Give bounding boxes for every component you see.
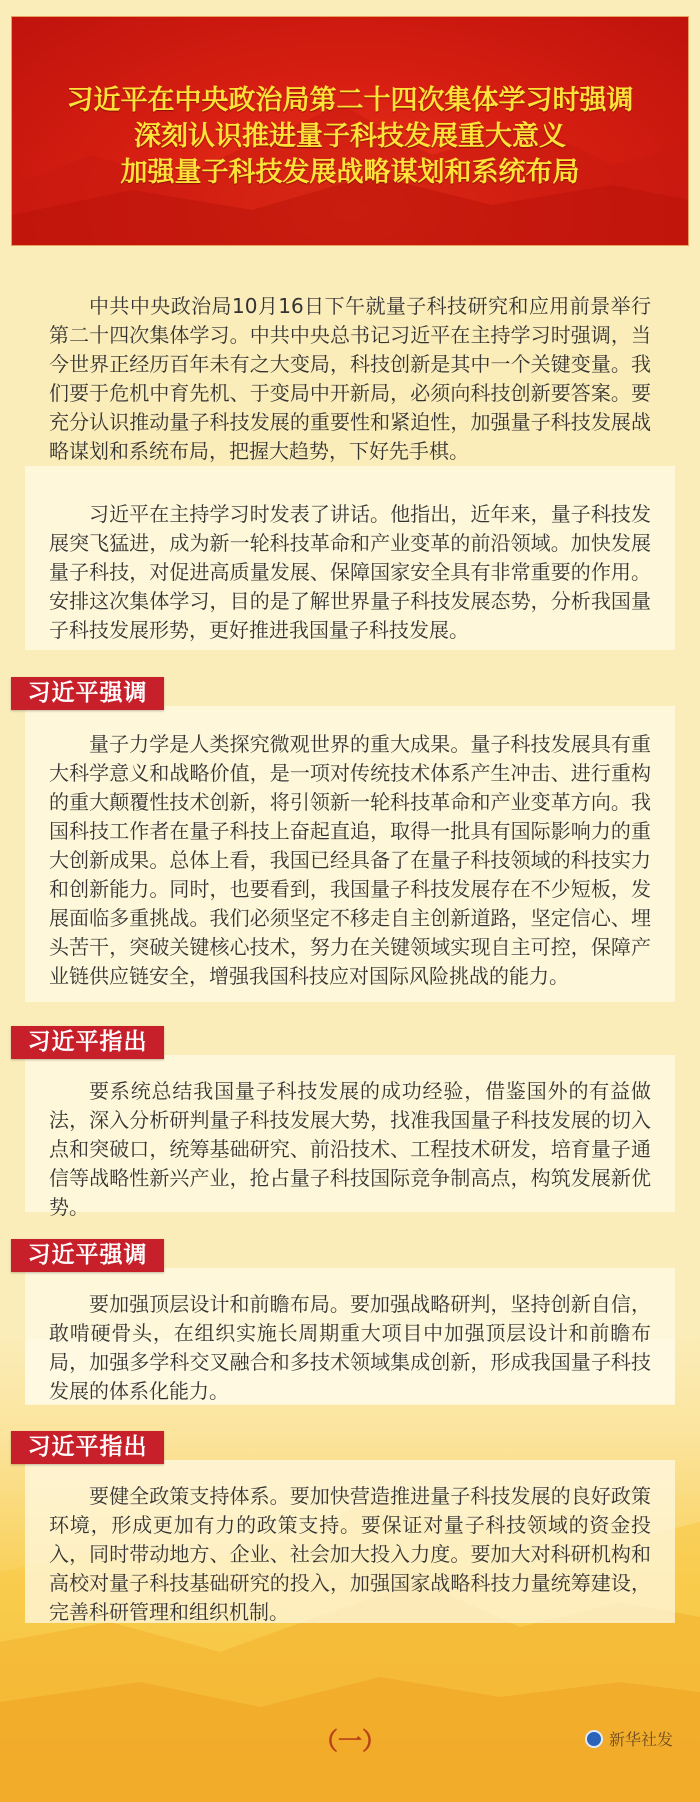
section-box <box>25 1268 675 1404</box>
speech-summary-box <box>25 466 675 650</box>
page-title <box>12 83 688 191</box>
section-box <box>25 1460 675 1623</box>
section-text: 要加强顶层设计和前瞻布局。要加强战略研判，坚持创新自信，敢啃硬骨头，在组织实施长周期重大项目中加强顶层设计和前瞻布局，加强多学科交叉融合和多技术领域集成创新，形成我国量子科技发展的体系化能力。 <box>49 1292 651 1403</box>
xinhua-logo-icon <box>585 1730 603 1748</box>
section-text: 要系统总结我国量子科技发展的成功经验，借鉴国外的有益做法，深入分析研判量子科技发展大势，找准我国量子科技发展的切入点和突破口，统筹基础研究、前沿技术、工程技术研发，培育量子通信等战略性新兴产业，抢占量子科技国际竞争制高点，构筑发展新优势。 <box>49 1079 651 1219</box>
section-label: 习近平指出 <box>11 1026 164 1059</box>
title-line: 习近平在中央政治局第二十四次集体学习时强调 <box>66 85 634 116</box>
section-box <box>25 706 675 1002</box>
section-label: 习近平指出 <box>11 1431 164 1464</box>
title-banner <box>11 16 689 246</box>
title-line: 深刻认识推进量子科技发展重大意义 <box>134 121 566 152</box>
source-credit <box>585 1727 673 1750</box>
section-text: 要健全政策支持体系。要加快营造推进量子科技发展的良好政策环境，形成更加有力的政策支持。要保证对量子科技领域的资金投入，同时带动地方、企业、社会加大投入力度。要加大对科研机构和高校对量子科技基础研究的投入，加强国家战略科技力量统筹建设，完善科研管理和组织机制。 <box>49 1484 651 1624</box>
page-number: （一） <box>314 1727 386 1755</box>
title-line: 加强量子科技发展战略谋划和系统布局 <box>120 157 580 188</box>
section-label: 习近平强调 <box>11 677 164 710</box>
section-box <box>25 1055 675 1219</box>
speech-paragraph: 习近平在主持学习时发表了讲话。他指出，近年来，量子科技发展突飞猛进，成为新一轮科技革命和产业变革的前沿领域。加快发展量子科技，对促进高质量发展、保障国家安全具有非常重要的作用。安排这次集体学习，目的是了解世界量子科技发展态势，分析我国量子科技发展形势，更好推进我国量子科技发展。 <box>49 502 651 642</box>
intro-paragraph-block <box>25 292 675 466</box>
source-text: 新华社发 <box>609 1730 674 1749</box>
section-label: 习近平强调 <box>11 1239 164 1272</box>
intro-paragraph: 中共中央政治局10月16日下午就量子科技研究和应用前景举行第二十四次集体学习。中共中央总书记习近平在主持学习时强调，当今世界正经历百年未有之大变局，科技创新是其中一个关键变量。我们要于危机中育先机、于变局中开新局，必须向科技创新要答案。要充分认识推动量子科技发展的重要性和紧迫性，加强量子科技发展战略谋划和系统布局，把握大趋势，下好先手棋。 <box>49 294 651 463</box>
section-text: 量子力学是人类探究微观世界的重大成果。量子科技发展具有重大科学意义和战略价值，是一项对传统技术体系产生冲击、进行重构的重大颠覆性技术创新，将引领新一轮科技革命和产业变革方向。我国科技工作者在量子科技上奋起直追，取得一批具有国际影响力的重大创新成果。总体上看，我国已经具备了在量子科技领域的科技实力和创新能力。同时，也要看到，我国量子科技发展存在不少短板，发展面临多重挑战。我们必须坚定不移走自主创新道路，坚定信心、埋头苦干，突破关键核心技术，努力在关键领域实现自主可控，保障产业链供应链安全，增强我国科技应对国际风险挑战的能力。 <box>49 732 651 988</box>
